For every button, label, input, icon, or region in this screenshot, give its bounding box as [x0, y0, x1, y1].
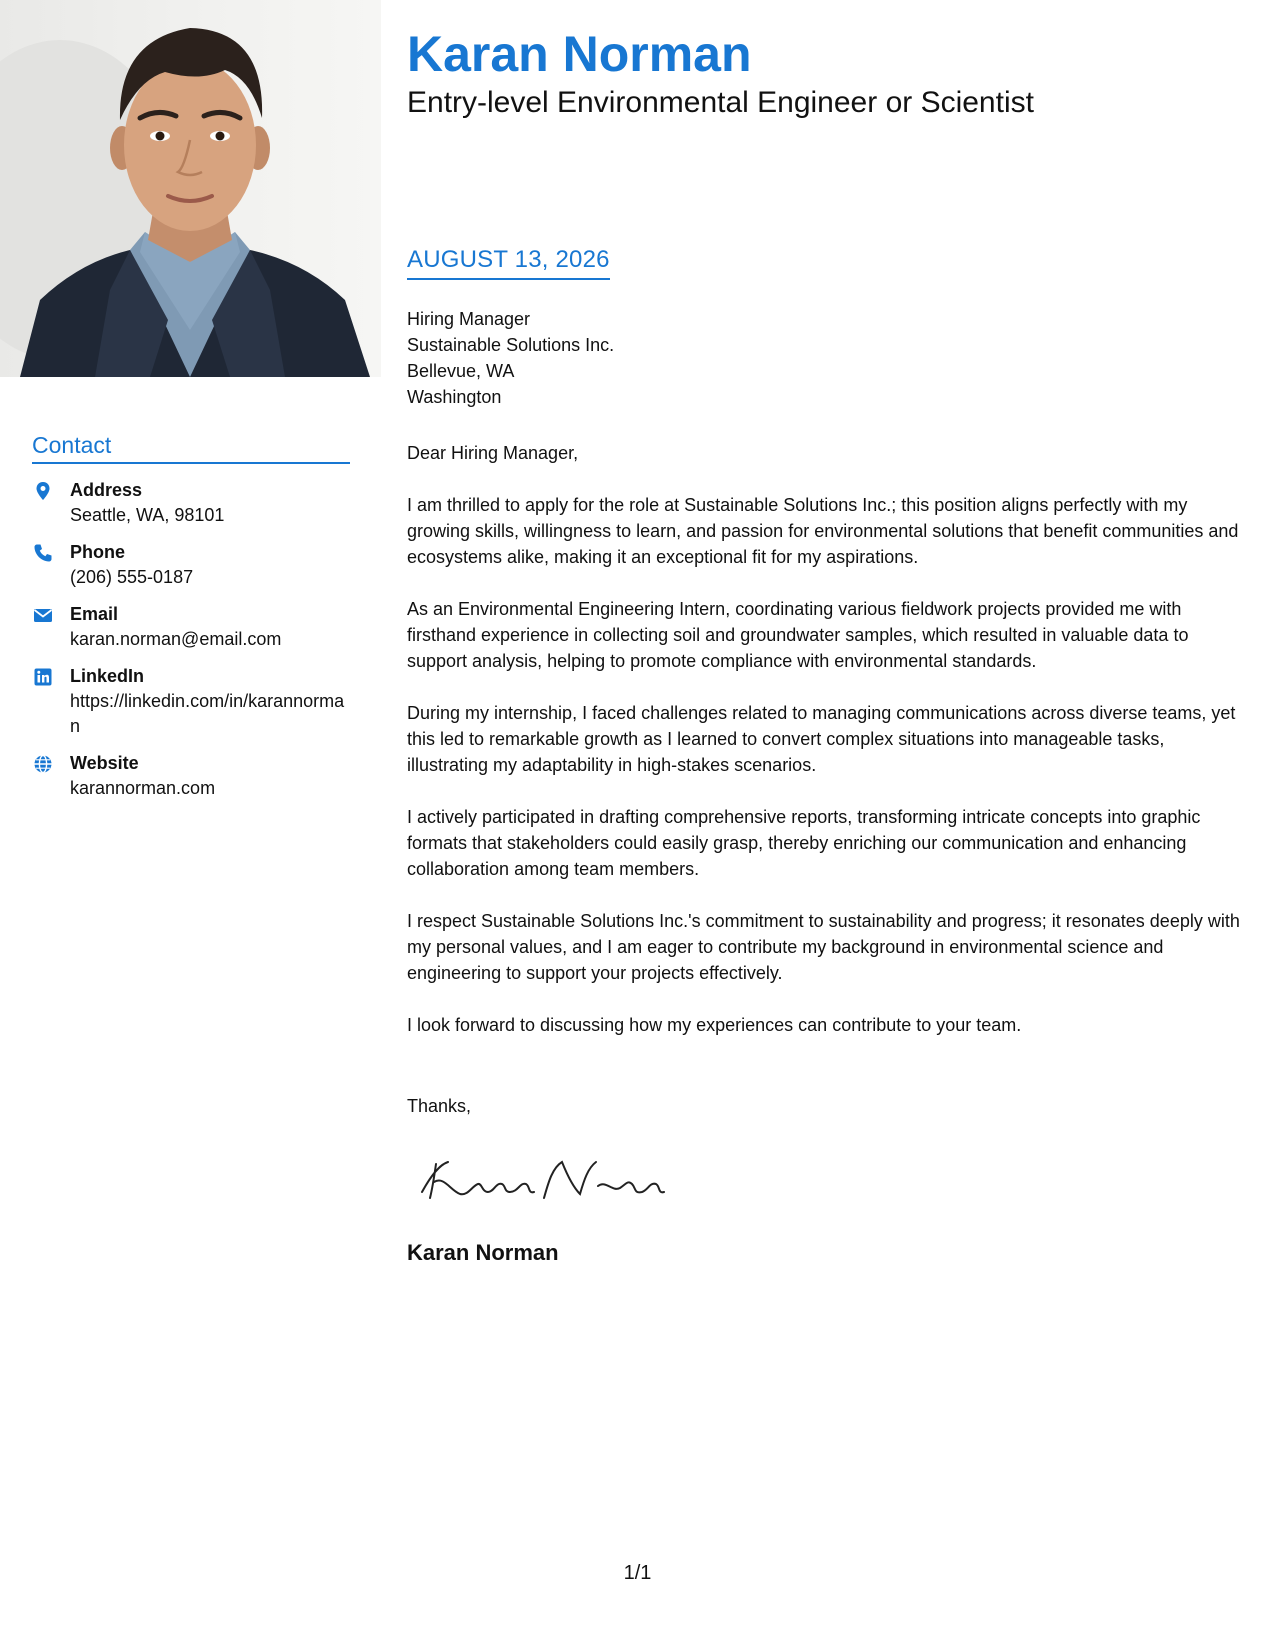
website-link[interactable]: karannorman.com [70, 778, 216, 798]
phone-label: Phone [70, 542, 126, 562]
letter-paragraph: I look forward to discussing how my experiences can contribute to your team. [407, 1015, 1022, 1035]
contact-item-address [32, 478, 350, 528]
letter-date: AUGUST 13, 2026 [407, 246, 610, 280]
contact-section [32, 432, 350, 813]
address-label: Address [70, 480, 143, 500]
linkedin-icon [33, 667, 53, 687]
phone-value[interactable]: (206) 555-0187 [70, 567, 194, 587]
linkedin-label: LinkedIn [70, 666, 145, 686]
closing: Thanks, [407, 1096, 472, 1116]
map-pin-icon [33, 481, 53, 501]
applicant-headline: Entry-level Environmental Engineer or Scientist [407, 86, 1034, 119]
contact-list [32, 478, 350, 801]
applicant-name: Karan Norman [407, 26, 752, 82]
recipient-company: Sustainable Solutions Inc. [407, 335, 615, 355]
letter-paragraph: I respect Sustainable Solutions Inc.'s commitment to sustainability and progress; it resonates deeply with my personal values, and I am eager to contribute my background in environmental science and engineering to support your projects effectively. [407, 911, 1240, 983]
salutation: Dear Hiring Manager, [407, 443, 579, 463]
recipient-city: Bellevue, WA [407, 361, 515, 381]
contact-item-phone [32, 540, 350, 590]
contact-item-linkedin [32, 664, 350, 739]
signer-name: Karan Norman [407, 1240, 559, 1265]
letter-paragraph: During my internship, I faced challenges related to managing communications across diverse teams, yet this led to remarkable growth as I learned to convert complex situations into manageable tasks, illustrating my adaptability in high-stakes scenarios. [407, 703, 1236, 775]
phone-icon [33, 543, 53, 563]
contact-heading: Contact [32, 432, 350, 464]
letter-paragraph: As an Environmental Engineering Intern, coordinating various fieldwork projects provided me with firsthand experience in collecting soil and groundwater samples, which resulted in valuable data to support analysis, helping to promote compliance with environmental standards. [407, 599, 1189, 671]
letter-paragraph: I actively participated in drafting comprehensive reports, transforming intricate concepts into graphic formats that stakeholders could easily grasp, thereby enriching our communication and enhancing collaboration among team members. [407, 807, 1201, 879]
linkedin-link[interactable]: https://linkedin.com/in/karannorman [70, 691, 345, 736]
contact-item-website [32, 751, 350, 801]
recipient-state: Washington [407, 387, 502, 407]
envelope-icon [33, 605, 53, 625]
contact-item-email [32, 602, 350, 652]
recipient-block [407, 306, 614, 410]
profile-photo [0, 0, 381, 377]
handwritten-signature [412, 1150, 672, 1210]
globe-icon [33, 754, 53, 774]
website-label: Website [70, 753, 139, 773]
address-value: Seattle, WA, 98101 [70, 505, 225, 525]
letter-body [407, 440, 1247, 1064]
email-link[interactable]: karan.norman@email.com [70, 629, 282, 649]
page-number: 1/1 [623, 1562, 652, 1584]
email-label: Email [70, 604, 119, 624]
recipient-title: Hiring Manager [407, 309, 531, 329]
letter-paragraph: I am thrilled to apply for the role at Sustainable Solutions Inc.; this position aligns perfectly with my growing skills, willingness to learn, and passion for environmental solutions that benefit communities and ecosystems alike, making it an exceptional fit for my aspirations. [407, 495, 1239, 567]
letter-header [407, 24, 1247, 122]
